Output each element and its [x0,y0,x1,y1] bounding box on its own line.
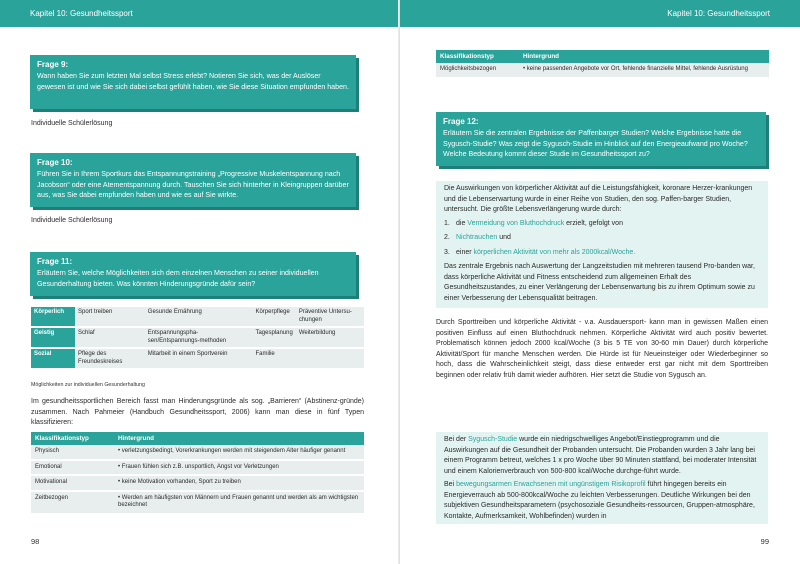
answer-9: Individuelle Schülerlösung [31,120,113,127]
table-cell: Schlaf [75,327,145,348]
list-text: die [456,219,466,227]
question-10-box [30,153,356,207]
bullet-text: • Werden am häufigsten von Männern und Frauen genannt und werden als am wichtigsten bezeichnet [118,495,358,509]
table-cell: Familie [252,348,295,369]
sygusch-paragraph-2 [444,480,760,522]
table-row [31,445,364,460]
column-header: Hintergrund [519,50,769,63]
bullet-text: • verletzungsbedingt, Vorerkrankungen werden mit steigendem Alter häufiger genannt [118,448,345,454]
body-paragraph: Durch Sporttreiben und körperliche Aktivität - v.a. Ausdauersport- kann man in gewissen Maßen einen positiven Einfluss auf einen Bluthochdruck nehmen. Körperliche Aktivität wird auch positiv bewertet. Problematisch können jedoch 2000 kcal/Woche (3 bis 5 TE von 30-60 min Dauer) durch körperliche Aktivität/Sport für manche Menschen werden. Die Hürde ist für Neueinsteiger oder Wiederbeginner so hoch, dass die Wahrscheinlichkeit steigt, dass diese entweder erst gar nicht mit dem Sporttreiben beginnen oder relativ früh damit wieder aufhören. Hier setzt die Studie von Sygusch an. [436,319,768,379]
highlight-text: körperlichen Aktivität von mehr als 2000kcal/Woche. [473,248,636,256]
background-cell [114,491,364,514]
paragraph-text: Bei der [444,436,467,443]
paragraph-text: Bei [444,481,455,488]
question-10-title: Frage 10: [37,158,73,167]
row-head: Körperlich [31,307,75,327]
list-number: 1. [444,219,450,227]
paragraph-text: wurde ein niedrigschwelliges Angebot/Einstiegprogramm und die Auswirkungen auf die Gesundheit der Probanden untersucht. Die Probanden wurden 3 Jahr lang bei einem Programm betreut, welches 1 x pro Woche über 90 Minuten stattfand, bei moderater Intensität und einem Kalorienverbrauch von 500-800 kcal/Woche durchge-führt wurde. [444,436,757,475]
bullet-text: • keine passenden Angebote vor Ort, fehlende finanzielle Mittel, fehlende Ausrüstung [523,66,748,72]
chapter-header: Kapitel 10: Gesundheitssport [400,0,800,27]
table-row [31,491,364,514]
table-row [436,63,769,78]
bullet-text: • keine Motivation vorhanden, Sport zu treiben [118,479,241,485]
question-11-box [30,252,356,296]
barrier-classification-table-continued [436,50,769,79]
right-page [400,0,800,564]
background-cell [114,460,364,476]
question-9-title: Frage 9: [37,60,69,69]
highlight-text: Sygusch-Studie [468,436,518,443]
column-header: Klassifikationstyp [31,432,114,445]
type-cell: Emotional [31,460,114,476]
answer-10: Individuelle Schülerlösung [31,217,113,224]
question-11-text: Erläutern Sie, welche Möglichkeiten sich dem einzelnen Menschen zu seiner individuellen Gesunderhaltung bieten. Was könnten Hinderungsgründe dafür sein? [37,269,319,288]
table-cell: Mitarbeit in einem Sportverein [145,348,253,369]
type-cell: Motivational [31,475,114,491]
page-number: 98 [31,537,40,546]
table-header-row [436,50,769,63]
table-header-row [31,432,364,445]
table-row [31,460,364,476]
row-head: Sozial [31,348,75,369]
table-cell [296,348,364,369]
table-row [31,307,364,327]
paffenbarger-intro: Die Auswirkungen von körperlicher Aktivität auf die Leistungsfähigkeit, koronare Herzer-krankungen und die Lebenserwartung wurde in einer Reihe von Studien, den sog. Paffen-barger Studien, untersucht. Die größte Lebensverlängerung wurde durch: [444,185,753,213]
paragraph-text: führt hingegen bereits ein Energieverrauch ab 500-800kcal/Woche zu leichten Verbesserungen. Deutliche Wirkungen bei den subjektiven Gesundheitsparametern (psychosoziale Gesundheits-ressourcen, Gruppen-atmosphäre, Kontakte, Aufmerksamkeit, Wohlbefinden) wurden in [444,481,755,520]
row-head: Geistig [31,327,75,348]
question-12-text: Erläutern Sie die zentralen Ergebnisse der Paffenbarger Studien? Welche Ergebnisse hatte die Sygusch-Studie? Was zeigt die Sygusch-Studie im Hinblick auf den Energieaufwand pro Woche? Welche Bedeutung kommt dieser Studie im Gesundheitssport zu? [443,129,748,158]
question-10-text: Führen Sie in Ihrem Sportkurs das Entspannungstraining „Progressive Muskelentspannung nach Jacobson“ oder eine Atementspannung durch. Tauschen Sie sich hinterher in Kleingruppen darüber aus, was Sie dabei empfunden haben und wie es auf Sie wirkte. [37,170,349,199]
highlight-text: bewegungsarmen Erwachsenen mit ungünstigem Risikoprofil [456,481,646,488]
list-number: 3. [444,248,450,256]
chapter-header: Kapitel 10: Gesundheitssport [0,0,400,27]
table-cell: Entspannungspha-sen/Entspannungs-methoden [145,327,253,348]
table-cell: Weiterbildung [296,327,364,348]
sygusch-info-box [436,432,768,524]
type-cell: Physisch [31,445,114,460]
question-12-title: Frage 12: [443,117,479,126]
table-row [31,327,364,348]
table-row [31,348,364,369]
list-text: und [499,234,511,241]
highlight-text: Vermeidung von Bluthochdruck [467,219,565,227]
intro-paragraph: Im gesundheitssportlichen Bereich fasst man Hinderungsgründe als sog. „Barrieren“ (Abstinenz-gründe) zusammen. Nach Pahmeier (Handbuch Gesundheitssport, 2006) kann man diese in fünf Typen klassifizieren: [31,398,364,426]
question-9-box [30,55,356,109]
background-cell [114,445,364,460]
table-caption: Möglichkeiten zur individuellen Gesunderhaltung [31,382,145,388]
column-header: Klassifikationstyp [436,50,519,63]
list-text: erzielt, gefolgt von [566,219,623,227]
barrier-classification-table [31,432,364,515]
list-item [444,219,760,230]
list-number: 2. [444,234,450,241]
highlight-text: Nichtrauchen [456,234,498,241]
table-cell: Tagesplanung [252,327,295,348]
health-options-table [31,307,364,370]
list-item [444,233,760,244]
bullet-text: • Frauen fühlen sich z.B. unsportlich, Angst vor Verletzungen [118,464,279,470]
column-header: Hintergrund [114,432,364,445]
table-cell: Pflege des Freundeskreises [75,348,145,369]
findings-list [444,219,760,259]
background-cell [114,475,364,491]
question-11-title: Frage 11: [37,257,73,266]
background-cell [519,63,769,78]
question-12-box [436,112,766,166]
list-item [444,248,760,259]
paffenbarger-info-box [436,181,768,308]
table-cell: Körperpflege [252,307,295,327]
table-cell: Präventive Untersu-chungen [296,307,364,327]
page-number: 99 [760,537,769,546]
type-cell: Möglichkeitsbezogen [436,63,519,78]
question-9-text: Wann haben Sie zum letzten Mal selbst Stress erlebt? Notieren Sie sich, was der Auslöser gewesen ist und wie Sie sich dabei selbst gefühlt haben, wie Sie diese Situation empfunden haben. [37,72,349,91]
table-cell: Gesunde Ernährung [145,307,253,327]
type-cell: Zeitbezogen [31,491,114,514]
paffenbarger-outro: Das zentrale Ergebnis nach Auswertung der Langzeitstudien mit mehreren tausend Pro-banden war, dass körperliche Aktivität und Fitness entscheidend zum allgemeinen Erhalt des Gesundheitszustandes, zu einer Verlängerung der Lebenserwartung bis zu ihrem Optimum sowie zu einer Verbesserung der Lebensqualität beitragen. [444,263,755,302]
table-row [31,475,364,491]
table-cell: Sport treiben [75,307,145,327]
list-text: einer [456,248,472,256]
sygusch-paragraph-1 [444,435,760,477]
